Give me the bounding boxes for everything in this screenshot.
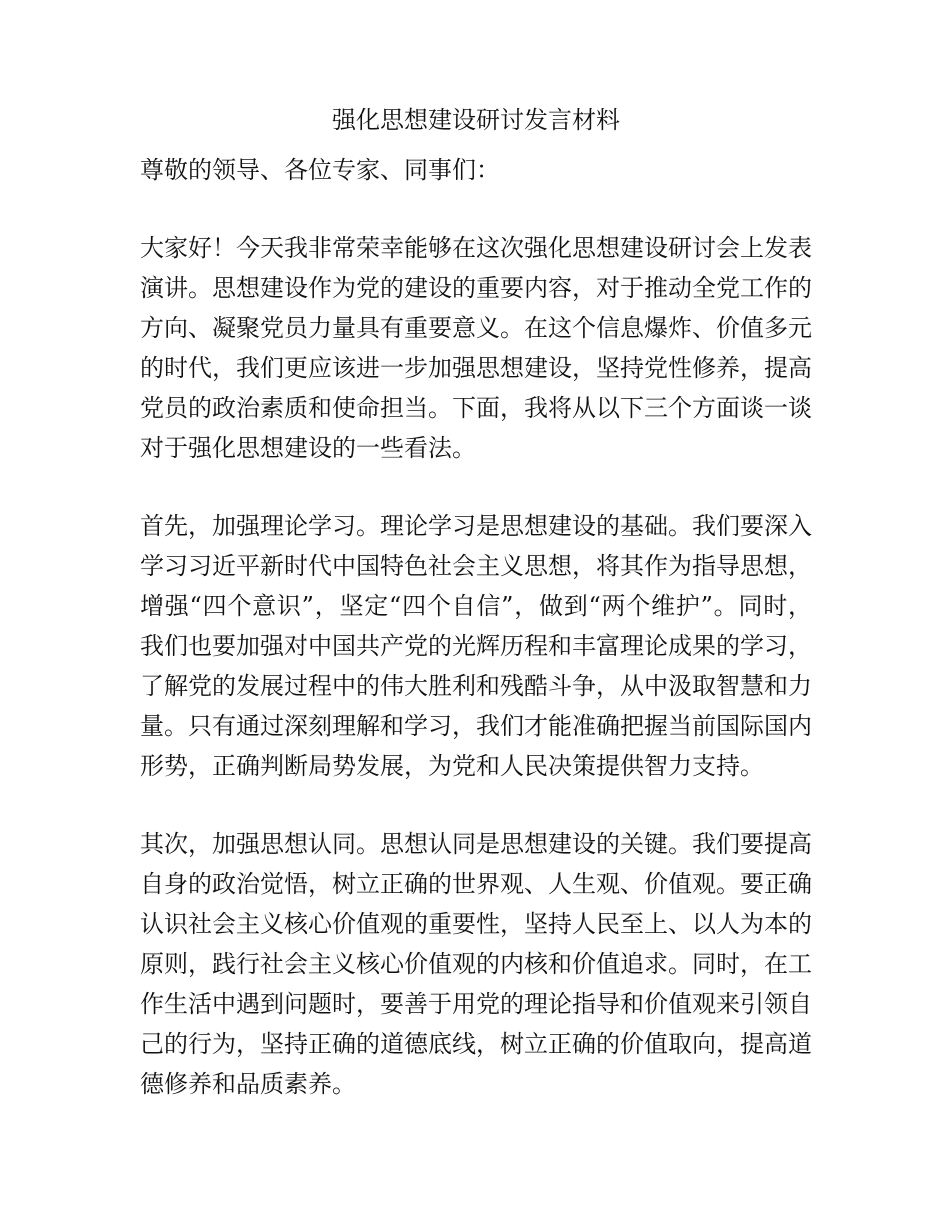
document-title: 强化思想建设研讨发言材料 [332,106,620,134]
paragraph-theory-study: 首先，加强理论学习。理论学习是思想建设的基础。我们要深入学习习近平新时代中国特色社会主义思想，将其作为指导思想，增强“四个意识”，坚定“四个自信”，做到“两个维护”。同时，我们也要加强对中国共产党的光辉历程和丰富理论成果的学习，了解党的发展过程中的伟大胜利和残酷斗争，从中汲取智慧和力量。只有通过深刻理解和学习，我们才能准确把握当前国际国内形势，正确判断局势发展，为党和人民决策提供智力支持。 [140,512,812,780]
paragraph-intro: 大家好！今天我非常荣幸能够在这次强化思想建设研讨会上发表演讲。思想建设作为党的建设的重要内容，对于推动全党工作的方向、凝聚党员力量具有重要意义。在这个信息爆炸、价值多元的时代，我们更应该进一步加强思想建设，坚持党性修养，提高党员的政治素质和使命担当。下面，我将从以下三个方面谈一谈对于强化思想建设的一些看法。 [140,234,812,462]
document-body [140,100,812,1104]
paragraph-ideological-identity: 其次，加强思想认同。思想认同是思想建设的关键。我们要提高自身的政治觉悟，树立正确的世界观、人生观、价值观。要正确认识社会主义核心价值观的重要性，坚持人民至上、以人为本的原则，践行社会主义核心价值观的内核和价值追求。同时，在工作生活中遇到问题时，要善于用党的理论指导和价值观来引领自己的行为，坚持正确的道德底线，树立正确的价值取向，提高道德修养和品质素养。 [140,830,812,1098]
salutation: 尊敬的领导、各位专家、同事们： [140,156,500,184]
